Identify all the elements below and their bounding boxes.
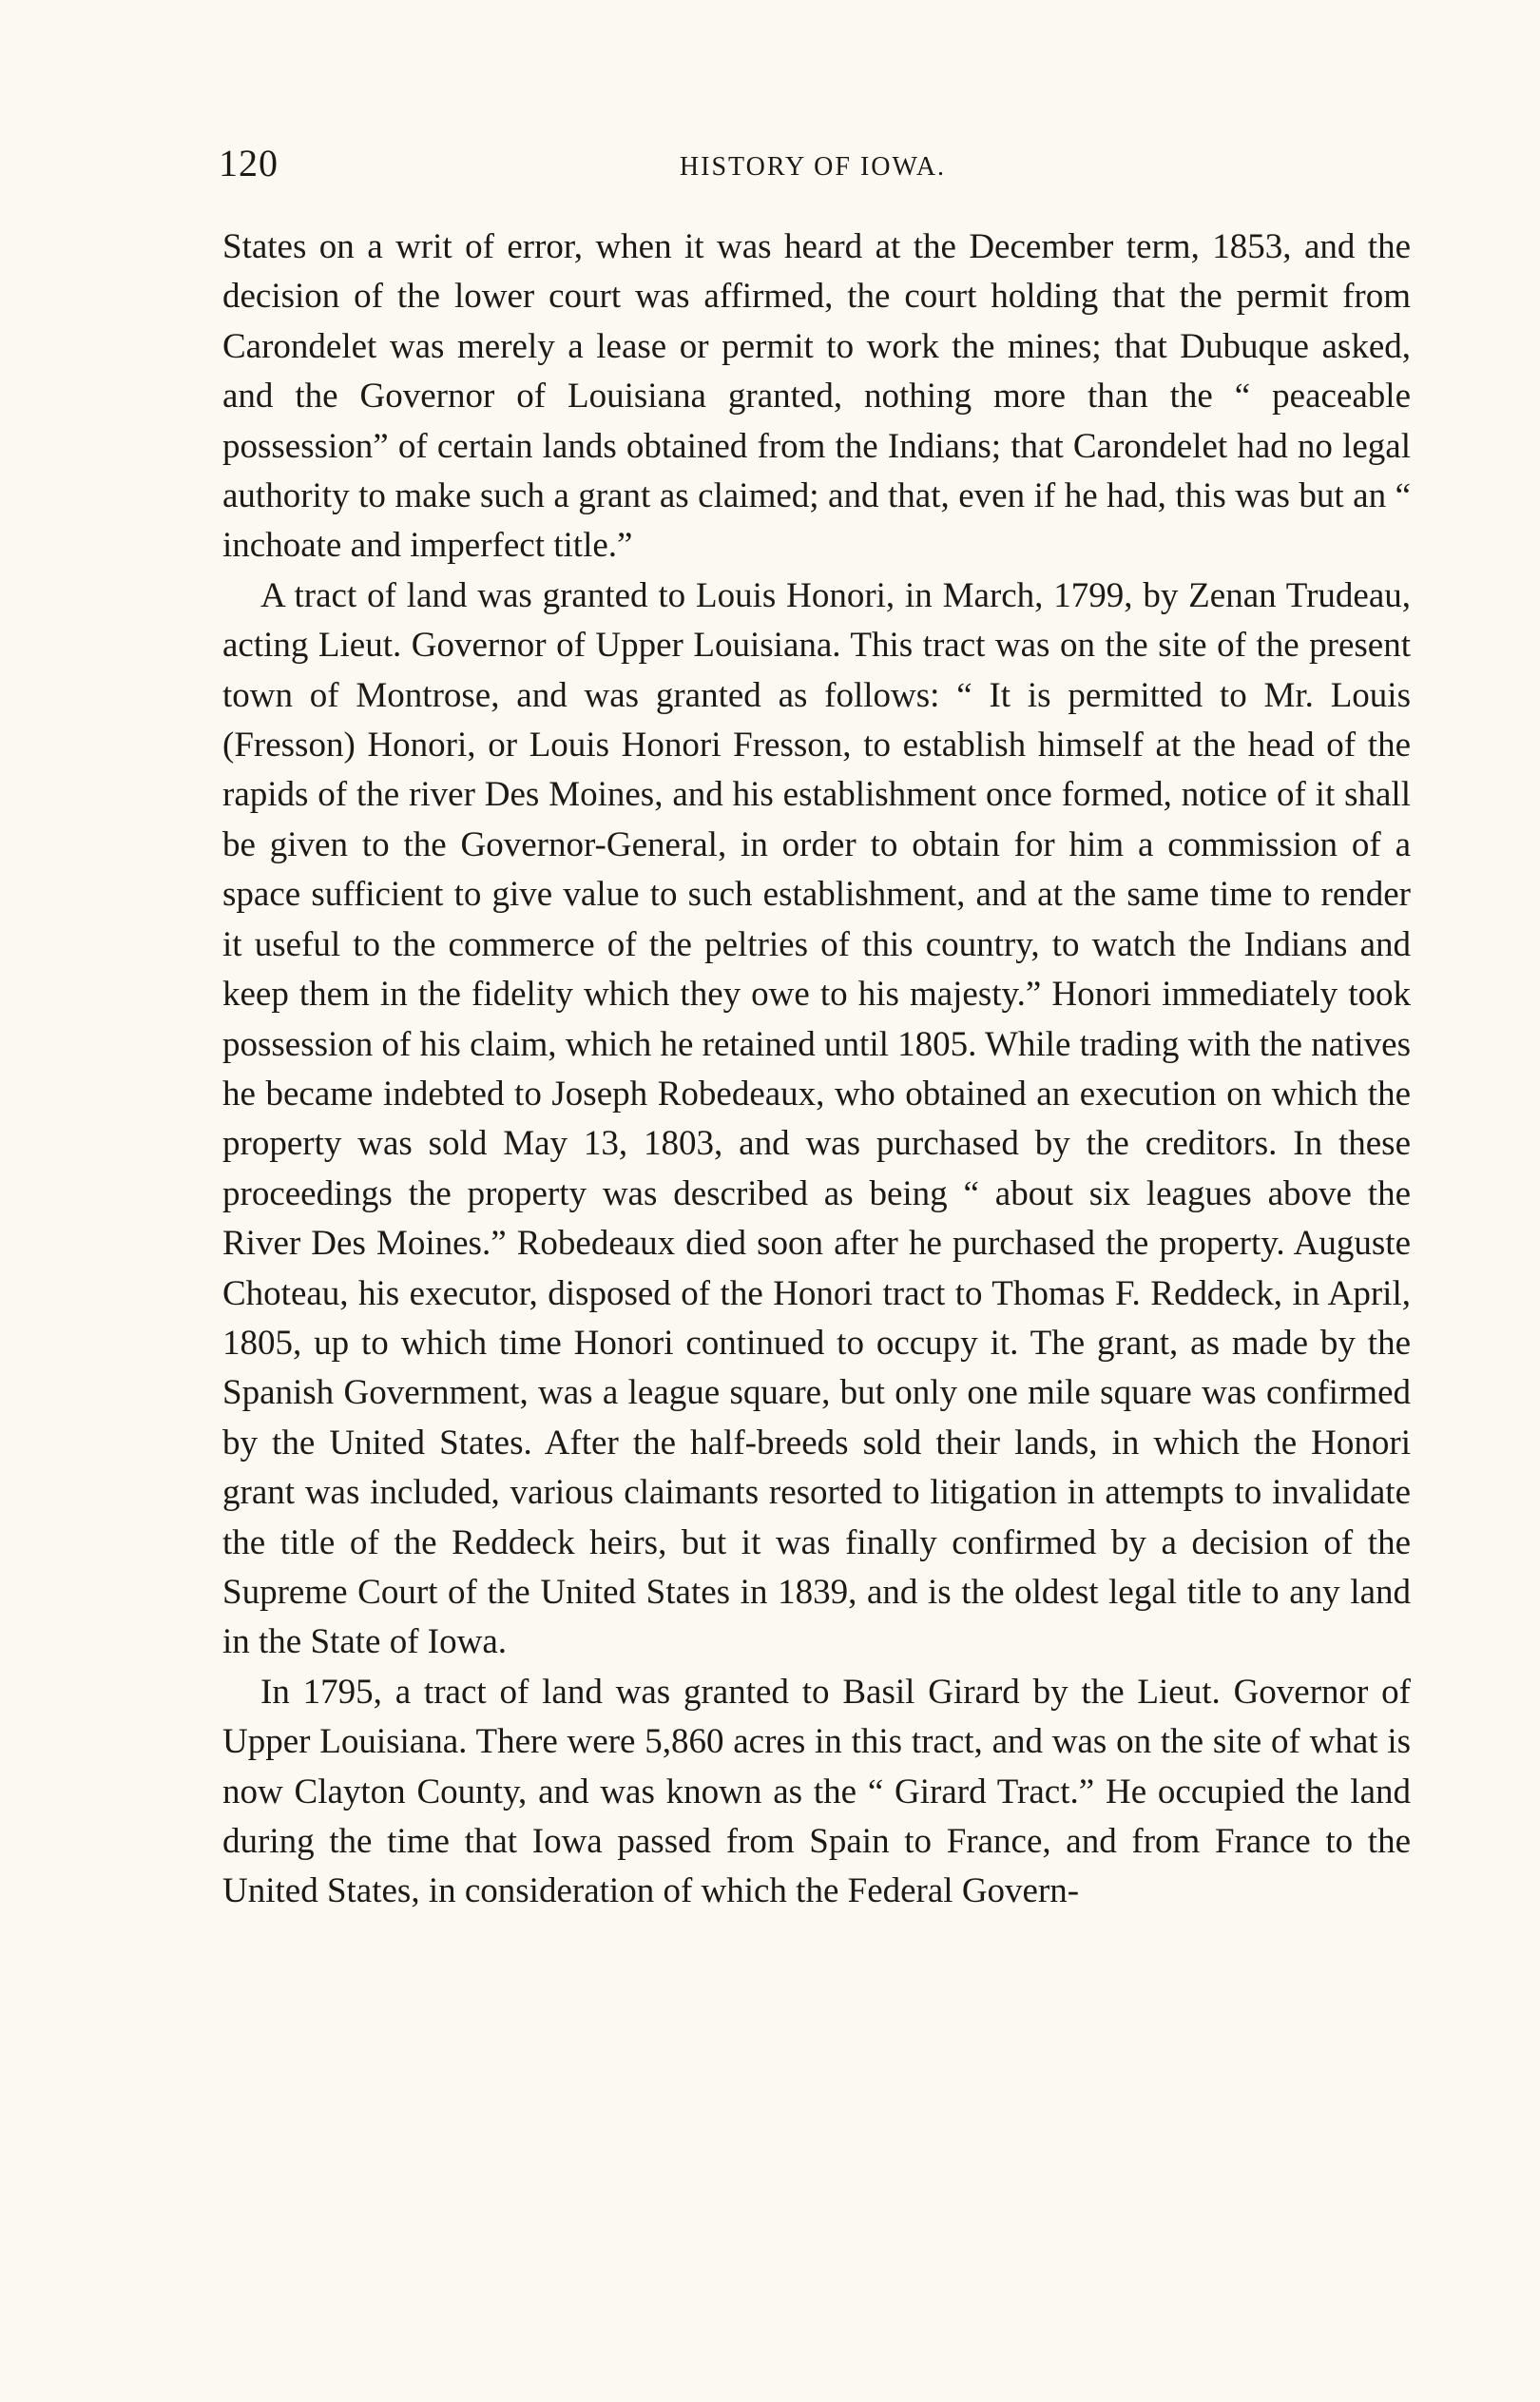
body-text <box>222 223 1411 1917</box>
running-head: HISTORY OF IOWA. <box>679 152 947 182</box>
paragraph-2: A tract of land was granted to Louis Honori, in March, 1799, by Zenan Trudeau, acting Lieut. Governor of Upper Louisiana. This tract was on the site of the present town of Montrose, and was granted as follows: “ It is permitted to Mr. Louis (Fresson) Honori, or Louis Honori Fresson, to establish himself at the head of the rapids of the river Des Moines, and his establishment once formed, notice of it shall be given to the Governor-General, in order to obtain for him a commission of a space sufficient to give value to such establishment, and at the same time to render it useful to the commerce of the peltries of this country, to watch the Indians and keep them in the fidelity which they owe to his majesty.” Honori immediately took possession of his claim, which he retained until 1805. While trading with the natives he became indebted to Joseph Robedeaux, who obtained an execution on which the property was sold May 13, 1803, and was purchased by the creditors. In these proceedings the property was described as being “ about six leagues above the River Des Moines.” Robedeaux died soon after he purchased the property. Auguste Choteau, his executor, disposed of the Honori tract to Thomas F. Reddeck, in April, 1805, up to which time Honori continued to occupy it. The grant, as made by the Spanish Government, was a league square, but only one mile square was confirmed by the United States. After the half-breeds sold their lands, in which the Honori grant was included, various claimants resorted to litigation in attempts to invalidate the title of the Reddeck heirs, but it was finally confirmed by a decision of the Supreme Court of the United States in 1839, and is the oldest legal title to any land in the State of Iowa. <box>222 575 1411 1662</box>
page-header <box>219 141 1407 198</box>
paragraph-3: In 1795, a tract of land was granted to Basil Girard by the Lieut. Governor of Upper Louisiana. There were 5,860 acres in this tract, and was on the site of what is now Clayton County, and was known as the “ Girard Tract.” He occupied the land during the time that Iowa passed from Spain to France, and from France to the United States, in consideration of which the Federal Govern- <box>222 1672 1411 1911</box>
page-number: 120 <box>219 142 279 184</box>
paragraph-1: States on a writ of error, when it was heard at the December term, 1853, and the decision of the lower court was affirmed, the court holding that the permit from Carondelet was merely a lease or permit to work the mines; that Dubuque asked, and the Governor of Louisiana granted, nothing more than the “ peaceable possession” of certain lands obtained from the Indians; that Carondelet had no legal authority to make such a grant as claimed; and that, even if he had, this was but an “ inchoate and imperfect title.” <box>222 227 1411 566</box>
